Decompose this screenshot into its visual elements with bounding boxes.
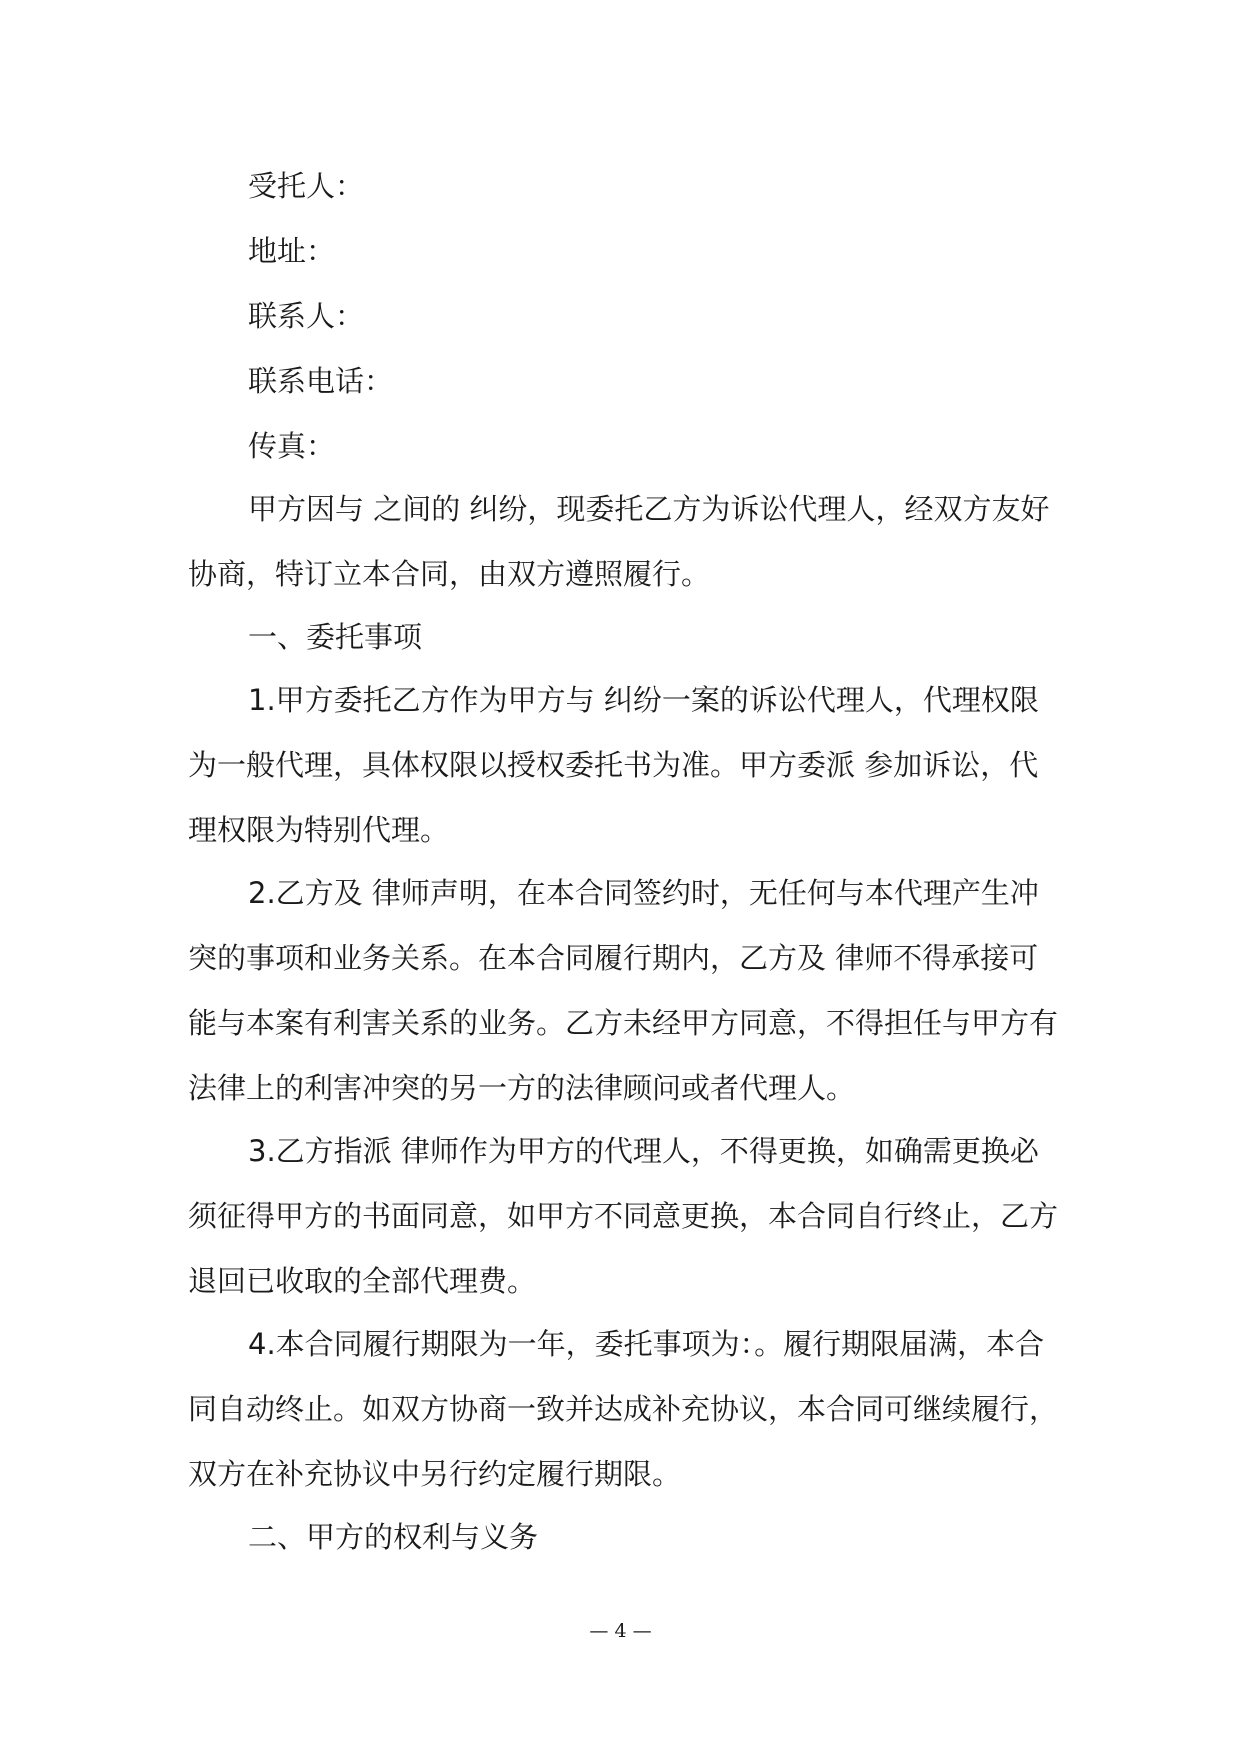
clause-2-line-4: 法律上的利害冲突的另一方的法律顾问或者代理人。 <box>188 1071 856 1105</box>
clause-4-line-3: 双方在补充协议中另行约定履行期限。 <box>188 1457 682 1491</box>
field-fax: 传真： <box>248 429 336 463</box>
clause-4-line-2: 同自动终止。如双方协商一致并达成补充协议，本合同可继续履行， <box>188 1392 1059 1426</box>
clause-4-line-1: 4.本合同履行期限为一年，委托事项为：。履行期限届满，本合 <box>248 1327 1045 1361</box>
clause-2-line-3: 能与本案有利害关系的业务。乙方未经甲方同意，不得担任与甲方有 <box>188 1006 1059 1040</box>
field-address: 地址： <box>248 234 336 268</box>
clause-1-line-3: 理权限为特别代理。 <box>188 813 450 847</box>
field-phone: 联系电话： <box>248 364 394 398</box>
clause-2-line-2: 突的事项和业务关系。在本合同履行期内，乙方及 律师不得承接可 <box>188 941 1039 975</box>
section-2-title: 二、甲方的权利与义务 <box>248 1520 539 1554</box>
clause-2-line-1: 2.乙方及 律师声明，在本合同签约时，无任何与本代理产生冲 <box>248 876 1039 910</box>
clause-3-line-1: 3.乙方指派 律师作为甲方的代理人，不得更换，如确需更换必 <box>248 1134 1039 1168</box>
section-1-title: 一、委托事项 <box>248 620 423 654</box>
page-number: — 4 — <box>589 1620 652 1642</box>
intro-line-1: 甲方因与 之间的 纠纷，现委托乙方为诉讼代理人，经双方友好 <box>248 492 1050 526</box>
field-trustee: 受托人： <box>248 169 365 203</box>
clause-3-line-2: 须征得甲方的书面同意，如甲方不同意更换，本合同自行终止，乙方 <box>188 1199 1059 1233</box>
intro-line-2: 协商，特订立本合同，由双方遵照履行。 <box>188 557 711 591</box>
clause-1-line-2: 为一般代理，具体权限以授权委托书为准。甲方委派 参加诉讼，代 <box>188 748 1039 782</box>
field-contact-person: 联系人： <box>248 299 365 333</box>
clause-1-line-1: 1.甲方委托乙方作为甲方与 纠纷一案的诉讼代理人，代理权限 <box>248 683 1039 717</box>
document-body <box>188 154 1058 1570</box>
clause-3-line-3: 退回已收取的全部代理费。 <box>188 1264 537 1298</box>
